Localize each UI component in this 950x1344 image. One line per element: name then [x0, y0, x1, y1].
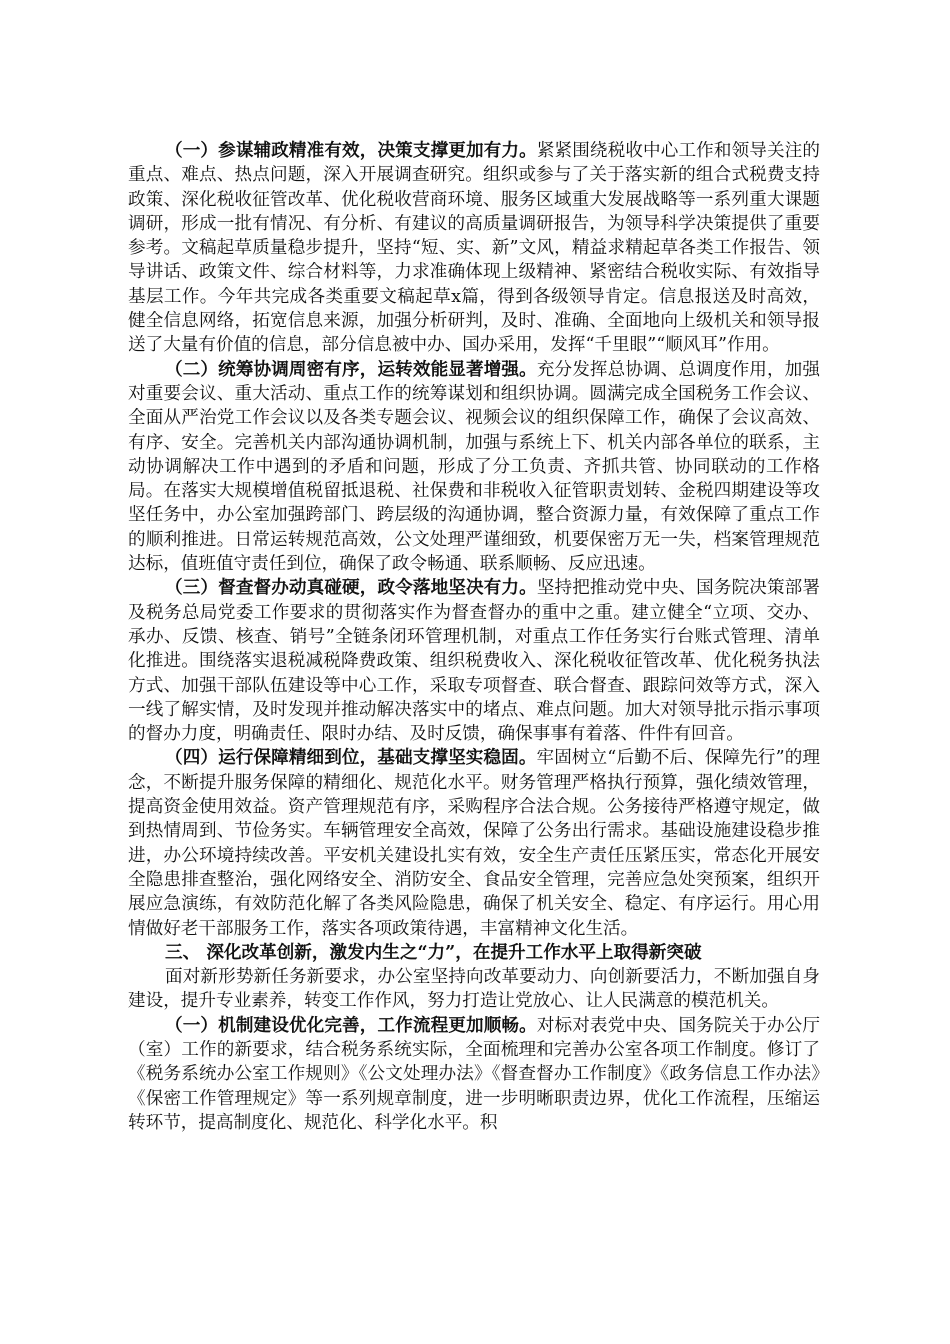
paragraph-6	[128, 1014, 820, 1135]
paragraph-4-heading: （四）运行保障精细到位，基础支撑坚实稳固。	[165, 747, 537, 769]
paragraph-2-heading: （二）统筹协调周密有序，运转效能显著增强。	[165, 358, 537, 380]
section-heading	[128, 941, 820, 965]
paragraph-2-text: 充分发挥总协调、总调度作用，加强对重要会议、重大活动、重点工作的统筹谋划和组织协调。圆满完成全国税务工作会议、全面从严治党工作会议以及各类专题会议、视频会议的组织保障工作，确保了会议高效、有序、安全。完善机关内部沟通协调机制，加强与系统上下、机关内部各单位的联系，主动协调解决工作中遇到的矛盾和问题，形成了分工负责、齐抓共管、协同联动的工作格局。在落实大规模增值税留抵退税、社保费和非税收入征管职责划转、金税四期建设等攻坚任务中，办公室加强跨部门、跨层级的沟通协调，整合资源力量，有效保障了重点工作的顺利推进。日常运转规范高效，公文处理严谨细致，机要保密万无一失，档案管理规范达标，值班值守责任到位，确保了政令畅通、联系顺畅、反应迅速。	[128, 359, 820, 575]
paragraph-4	[128, 746, 820, 940]
paragraph-3	[128, 576, 820, 746]
paragraph-4-text: 牢固树立“后勤不后、保障先行”的理念，不断提升服务保障的精细化、规范化水平。财务管理严格执行预算，强化绩效管理，提高资金使用效益。资产管理规范有序，采购程序合法合规。公务接待严格遵守规定，做到热情周到、节俭务实。车辆管理安全高效，保障了公务出行需求。基础设施建设稳步推进，办公环境持续改善。平安机关建设扎实有效，安全生产责任压紧压实，常态化开展安全隐患排查整治，强化网络安全、消防安全、食品安全管理，完善应急处突预案，组织开展应急演练，有效防范化解了各类风险隐患，确保了机关安全、稳定、有序运行。用心用情做好老干部服务工作，落实各项政策待遇，丰富精神文化生活。	[128, 748, 820, 939]
paragraph-1-text: 紧紧围绕税收中心工作和领导关注的重点、难点、热点问题，深入开展调查研究。组织或参与了关于落实新的组合式税费支持政策、深化税收征管改革、优化税收营商环境、服务区域重大发展战略等一系列重大课题调研，形成一批有情况、有分析、有建议的高质量调研报告，为领导科学决策提供了重要参考。文稿起草质量稳步提升，坚持“短、实、新”文风，精益求精起草各类工作报告、领导讲话、政策文件、综合材料等，力求准确体现上级精神、紧密结合税收实际、有效指导基层工作。今年共完成各类重要文稿起草x篇，得到各级领导肯定。信息报送及时高效，健全信息网络，拓宽信息来源，加强分析研判，及时、准确、全面地向上级机关和领导报送了大量有价值的信息，部分信息被中办、国办采用，发挥“千里眼”“顺风耳”作用。	[128, 141, 820, 356]
paragraph-3-heading: （三）督查督办动真碰硬，政令落地坚决有力。	[165, 577, 537, 599]
paragraph-1-heading: （一）参谋辅政精准有效，决策支撑更加有力。	[165, 140, 537, 161]
paragraph-5-text: 面对新形势新任务新要求，办公室坚持向改革要动力、向创新要活力，不断加强自身建设，提升专业素养，转变工作作风，努力打造让党放心、让人民满意的模范机关。	[128, 967, 820, 1012]
paragraph-6-heading: （一）机制建设优化完善，工作流程更加顺畅。	[165, 1014, 537, 1036]
document-body	[128, 139, 820, 1135]
paragraph-2	[128, 358, 820, 577]
paragraph-5	[128, 965, 820, 1014]
section-heading-text: 三、 深化改革创新，激发内生之“力”，在提升工作水平上取得新突破	[165, 941, 702, 963]
paragraph-6-text: 对标对表党中央、国务院关于办公厅（室）工作的新要求，结合税务系统实际，全面梳理和完善办公室各项工作制度。修订了《税务系统办公室工作规则》《公文处理办法》《督查督办工作制度》《政务信息工作办法》《保密工作管理规定》等一系列规章制度，进一步明晰职责边界，优化工作流程，压缩运转环节，提高制度化、规范化、科学化水平。积	[128, 1015, 820, 1133]
paragraph-1	[128, 139, 820, 358]
paragraph-3-text: 坚持把推动党中央、国务院决策部署及税务总局党委工作要求的贯彻落实作为督查督办的重中之重。建立健全“立项、交办、承办、反馈、核查、销号”全链条闭环管理机制，对重点工作任务实行台账式管理、清单化推进。围绕落实退税减税降费政策、组织税费收入、深化税收征管改革、优化税务执法方式、加强干部队伍建设等中心工作，采取专项督查、联合督查、跟踪问效等方式，深入一线了解实情，及时发现并推动解决落实中的堵点、难点问题。加大对领导批示指示事项的督办力度，明确责任、限时办结、及时反馈，确保事事有着落、件件有回音。	[128, 578, 820, 745]
